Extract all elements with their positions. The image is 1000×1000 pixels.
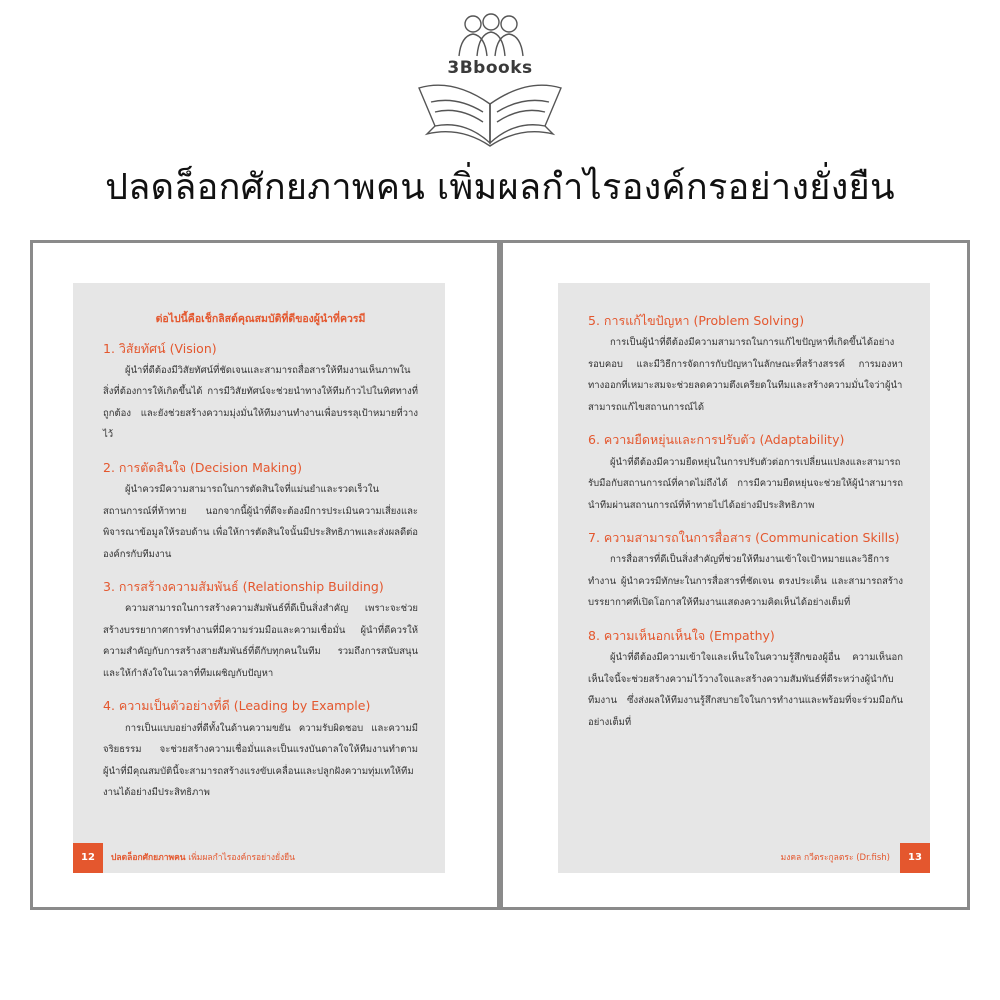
section-title: 5. การแก้ไขปัญหา (Problem Solving) xyxy=(588,313,805,328)
section-body: ผู้นำควรมีความสามารถในการตัดสินใจที่แม่นยำและรวดเร็วในสถานการณ์ที่ท้าทาย นอกจากนี้ผู้นำที่ดีจะต้องมีการประเมินความเสี่ยงและพิจารณาข้อมูลให้รอบด้าน เพื่อให้การตัดสินใจนั้นมีประสิทธิภาพและส่งผลดีต่อองค์กรกับทีมงาน xyxy=(103,484,418,560)
section-title: 4. ความเป็นตัวอย่างที่ดี (Leading by Example) xyxy=(103,698,371,714)
section-body: ความสามารถในการสร้างความสัมพันธ์ที่ดีเป็นสิ่งสำคัญ เพราะจะช่วยสร้างบรรยากาศการทำงานที่มีความร่วมมือและความเชื่อมั่น ผู้นำที่ดีควรให้ความสำคัญกับการสร้างสายสัมพันธ์ที่ดีกับทุกคนในทีม รวมถึงการสนับสนุนและให้กำลังใจในเวลาที่ทีมเผชิญกับปัญหา xyxy=(103,603,418,679)
content-panel xyxy=(558,283,930,873)
logo-text: 3Bbooks xyxy=(447,58,533,78)
section-title: 1. วิสัยทัศน์ (Vision) xyxy=(103,340,217,356)
section-title: 8. ความเห็นอกเห็นใจ (Empathy) xyxy=(588,627,775,643)
page-footer xyxy=(73,843,445,873)
page-number: 13 xyxy=(900,843,930,873)
section-adaptability xyxy=(588,432,903,516)
page-headline: ปลดล็อกศักยภาพคน เพิ่มผลกำไรองค์กรอย่างยั่งยืน xyxy=(105,167,895,208)
section-empathy xyxy=(588,628,903,733)
section-decision-making xyxy=(103,460,418,565)
open-book-icon xyxy=(405,8,575,153)
book-page-right xyxy=(500,240,970,910)
section-body: การเป็นผู้นำที่ดีต้องมีความสามารถในการแก้ไขปัญหาที่เกิดขึ้นได้อย่างรอบคอบ และมีวิธีการจัดการกับปัญหาในลักษณะที่สร้างสรรค์ การมองหาทางออกที่เหมาะสมจะช่วยลดความตึงเครียดในทีมและสร้างความมั่นใจว่าผู้นำสามารถแก้ไขสถานการณ์ได้ xyxy=(588,337,903,413)
book-page-left xyxy=(30,240,500,910)
running-footer: มงคล กวีตระกูลตระ (Dr.fish) xyxy=(780,853,890,863)
section-vision xyxy=(103,341,418,446)
content-panel xyxy=(73,283,445,873)
intro-heading: ต่อไปนี้คือเช็กลิสต์คุณสมบัติที่ดีของผู้นำที่ควรมี xyxy=(155,313,366,325)
section-communication-skills xyxy=(588,530,903,614)
page-number: 12 xyxy=(73,843,103,873)
section-problem-solving xyxy=(588,313,903,418)
section-body: การสื่อสารที่ดีเป็นสิ่งสำคัญที่ช่วยให้ทีมงานเข้าใจเป้าหมายและวิธีการทำงาน ผู้นำควรมีทักษะในการสื่อสารที่ชัดเจน ตรงประเด็น และสามารถสร้างบรรยากาศที่เปิดโอกาสให้ทีมงานแสดงความคิดเห็นได้อย่างเต็มที่ xyxy=(588,554,903,609)
section-title: 6. ความยืดหยุ่นและการปรับตัว (Adaptability) xyxy=(588,432,845,448)
section-relationship-building xyxy=(103,579,418,684)
running-footer-rest: เพิ่มผลกำไรองค์กรอย่างยั่งยืน xyxy=(185,853,295,863)
section-title: 3. การสร้างความสัมพันธ์ (Relationship Building) xyxy=(103,579,384,595)
section-title: 2. การตัดสินใจ (Decision Making) xyxy=(103,459,302,475)
section-title: 7. ความสามารถในการสื่อสาร (Communication Skills) xyxy=(588,530,900,545)
running-footer-bold: ปลดล็อกศักยภาพคน xyxy=(111,853,186,863)
section-body: ผู้นำที่ดีต้องมีวิสัยทัศน์ที่ชัดเจนและสามารถสื่อสารให้ทีมงานเห็นภาพในสิ่งที่ต้องการให้เกิดขึ้นได้ การมีวิสัยทัศน์จะช่วยนำทางให้ทีมก้าวไปในทิศทางที่ถูกต้อง และยังช่วยสร้างความมุ่งมั่นให้ทีมงานทำงานเพื่อบรรลุเป้าหมายที่วางไว้ xyxy=(103,364,418,441)
section-body: ผู้นำที่ดีต้องมีความยืดหยุ่นในการปรับตัวต่อการเปลี่ยนแปลงและสามารถรับมือกับสถานการณ์ที่คาดไม่ถึงได้ การมีความยืดหยุ่นจะช่วยให้ผู้นำสามารถนำทีมผ่านสถานการณ์ที่ท้าทายไปได้อย่างมีประสิทธิภาพ xyxy=(588,456,903,511)
section-body: ผู้นำที่ดีต้องมีความเข้าใจและเห็นใจในความรู้สึกของผู้อื่น ความเห็นอกเห็นใจนี้จะช่วยสร้างความไว้วางใจและสร้างความสัมพันธ์ที่ดีระหว่างผู้นำกับทีมงาน ซึ่งส่งผลให้ทีมงานรู้สึกสบายใจในการทำงานและพร้อมที่จะร่วมมือกันอย่างเต็มที่ xyxy=(588,652,903,728)
running-footer xyxy=(111,843,295,873)
brand-logo xyxy=(405,8,575,153)
section-body: การเป็นแบบอย่างที่ดีทั้งในด้านความขยัน ความรับผิดชอบ และความมีจริยธรรม จะช่วยสร้างความเชื่อมั่นและเป็นแรงบันดาลใจให้ทีมงานทำตาม ผู้นำที่มีคุณสมบัตินี้จะสามารถสร้างแรงขับเคลื่อนและปลูกฝังความทุ่มเทให้ทีมงานได้อย่างมีประสิทธิภาพ xyxy=(103,722,418,799)
page-footer xyxy=(558,843,930,873)
section-leading-by-example xyxy=(103,698,418,803)
